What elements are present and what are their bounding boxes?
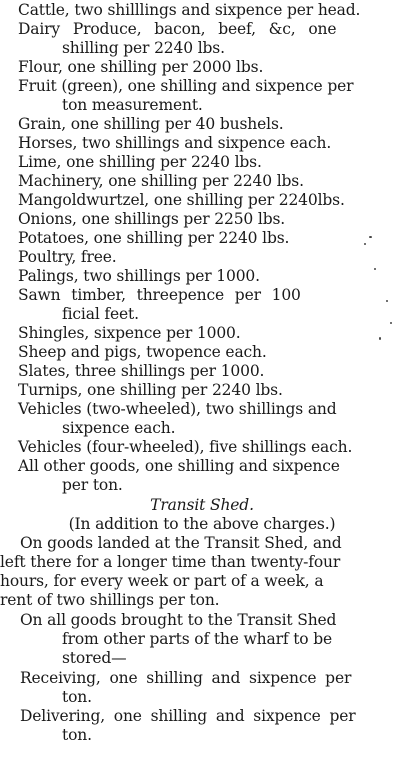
ink-speck: [390, 322, 392, 324]
tariff-line-vehicles-two: Vehicles (two-wheeled), two shillings and: [18, 400, 337, 418]
tariff-line-potatoes: Potatoes, one shilling per 2240 lbs.: [18, 229, 290, 247]
tariff-line-vehicles-four: Vehicles (four-wheeled), five shillings each.: [18, 438, 353, 456]
tariff-line-fruit-cont: ton measurement.: [62, 96, 203, 114]
ink-speck: [369, 236, 372, 238]
tariff-line-horses: Horses, two shillings and sixpence each.: [18, 134, 332, 152]
tariff-line-grain: Grain, one shilling per 40 bushels.: [18, 115, 284, 133]
tariff-line-other-goods-cont: per ton.: [62, 476, 123, 494]
delivering-line: Delivering, one shilling and sixpence per: [20, 707, 356, 725]
tariff-line-machinery: Machinery, one shilling per 2240 lbs.: [18, 172, 304, 190]
tariff-line-flour: Flour, one shilling per 2000 lbs.: [18, 58, 264, 76]
stored-para-line-2: from other parts of the wharf to be: [62, 630, 333, 648]
tariff-line-shingles: Shingles, sixpence per 1000.: [18, 324, 241, 342]
tariff-line-cattle: Cattle, two shilllings and sixpence per head.: [18, 1, 361, 19]
tariff-line-onions: Onions, one shillings per 2250 lbs.: [18, 210, 286, 228]
tariff-line-poultry: Poultry, free.: [18, 248, 117, 266]
tariff-line-other-goods: All other goods, one shilling and sixpence: [18, 457, 340, 475]
tariff-line-slates: Slates, three shillings per 1000.: [18, 362, 265, 380]
transit-para-line-3: hours, for every week or part of a week, a: [0, 572, 324, 590]
tariff-line-dairy-cont: shilling per 2240 lbs.: [62, 39, 225, 57]
tariff-line-sawn-timber-cont: ficial feet.: [62, 305, 139, 323]
tariff-line-sheep-pigs: Sheep and pigs, twopence each.: [18, 343, 267, 361]
tariff-line-mangoldwurtzel: Mangoldwurtzel, one shilling per 2240lbs.: [18, 191, 345, 209]
ink-speck: [374, 268, 376, 270]
stored-para-line-3: stored—: [62, 649, 127, 667]
transit-para-line-2: left there for a longer time than twenty-four: [0, 553, 341, 571]
section-heading-transit-shed: Transit Shed.: [150, 496, 254, 514]
transit-para-line-1: On goods landed at the Transit Shed, and: [20, 534, 342, 552]
tariff-line-fruit: Fruit (green), one shilling and sixpence per: [18, 77, 354, 95]
tariff-line-palings: Palings, two shillings per 1000.: [18, 267, 260, 285]
delivering-line-cont: ton.: [62, 726, 92, 744]
tariff-line-lime: Lime, one shilling per 2240 lbs.: [18, 153, 262, 171]
tariff-line-turnips: Turnips, one shilling per 2240 lbs.: [18, 381, 283, 399]
tariff-line-vehicles-two-cont: sixpence each.: [62, 419, 176, 437]
ink-speck: [386, 300, 388, 302]
ink-speck: [379, 337, 381, 340]
section-subheading: (In addition to the above charges.): [68, 515, 336, 533]
tariff-line-dairy: Dairy Produce, bacon, beef, &c, one: [18, 20, 337, 38]
ink-speck: [364, 243, 366, 245]
stored-para-line-1: On all goods brought to the Transit Shed: [20, 611, 337, 629]
transit-para-line-4: rent of two shillings per ton.: [0, 591, 220, 609]
tariff-line-sawn-timber: Sawn timber, threepence per 100: [18, 286, 301, 304]
receiving-line-cont: ton.: [62, 688, 92, 706]
receiving-line: Receiving, one shilling and sixpence per: [20, 669, 352, 687]
